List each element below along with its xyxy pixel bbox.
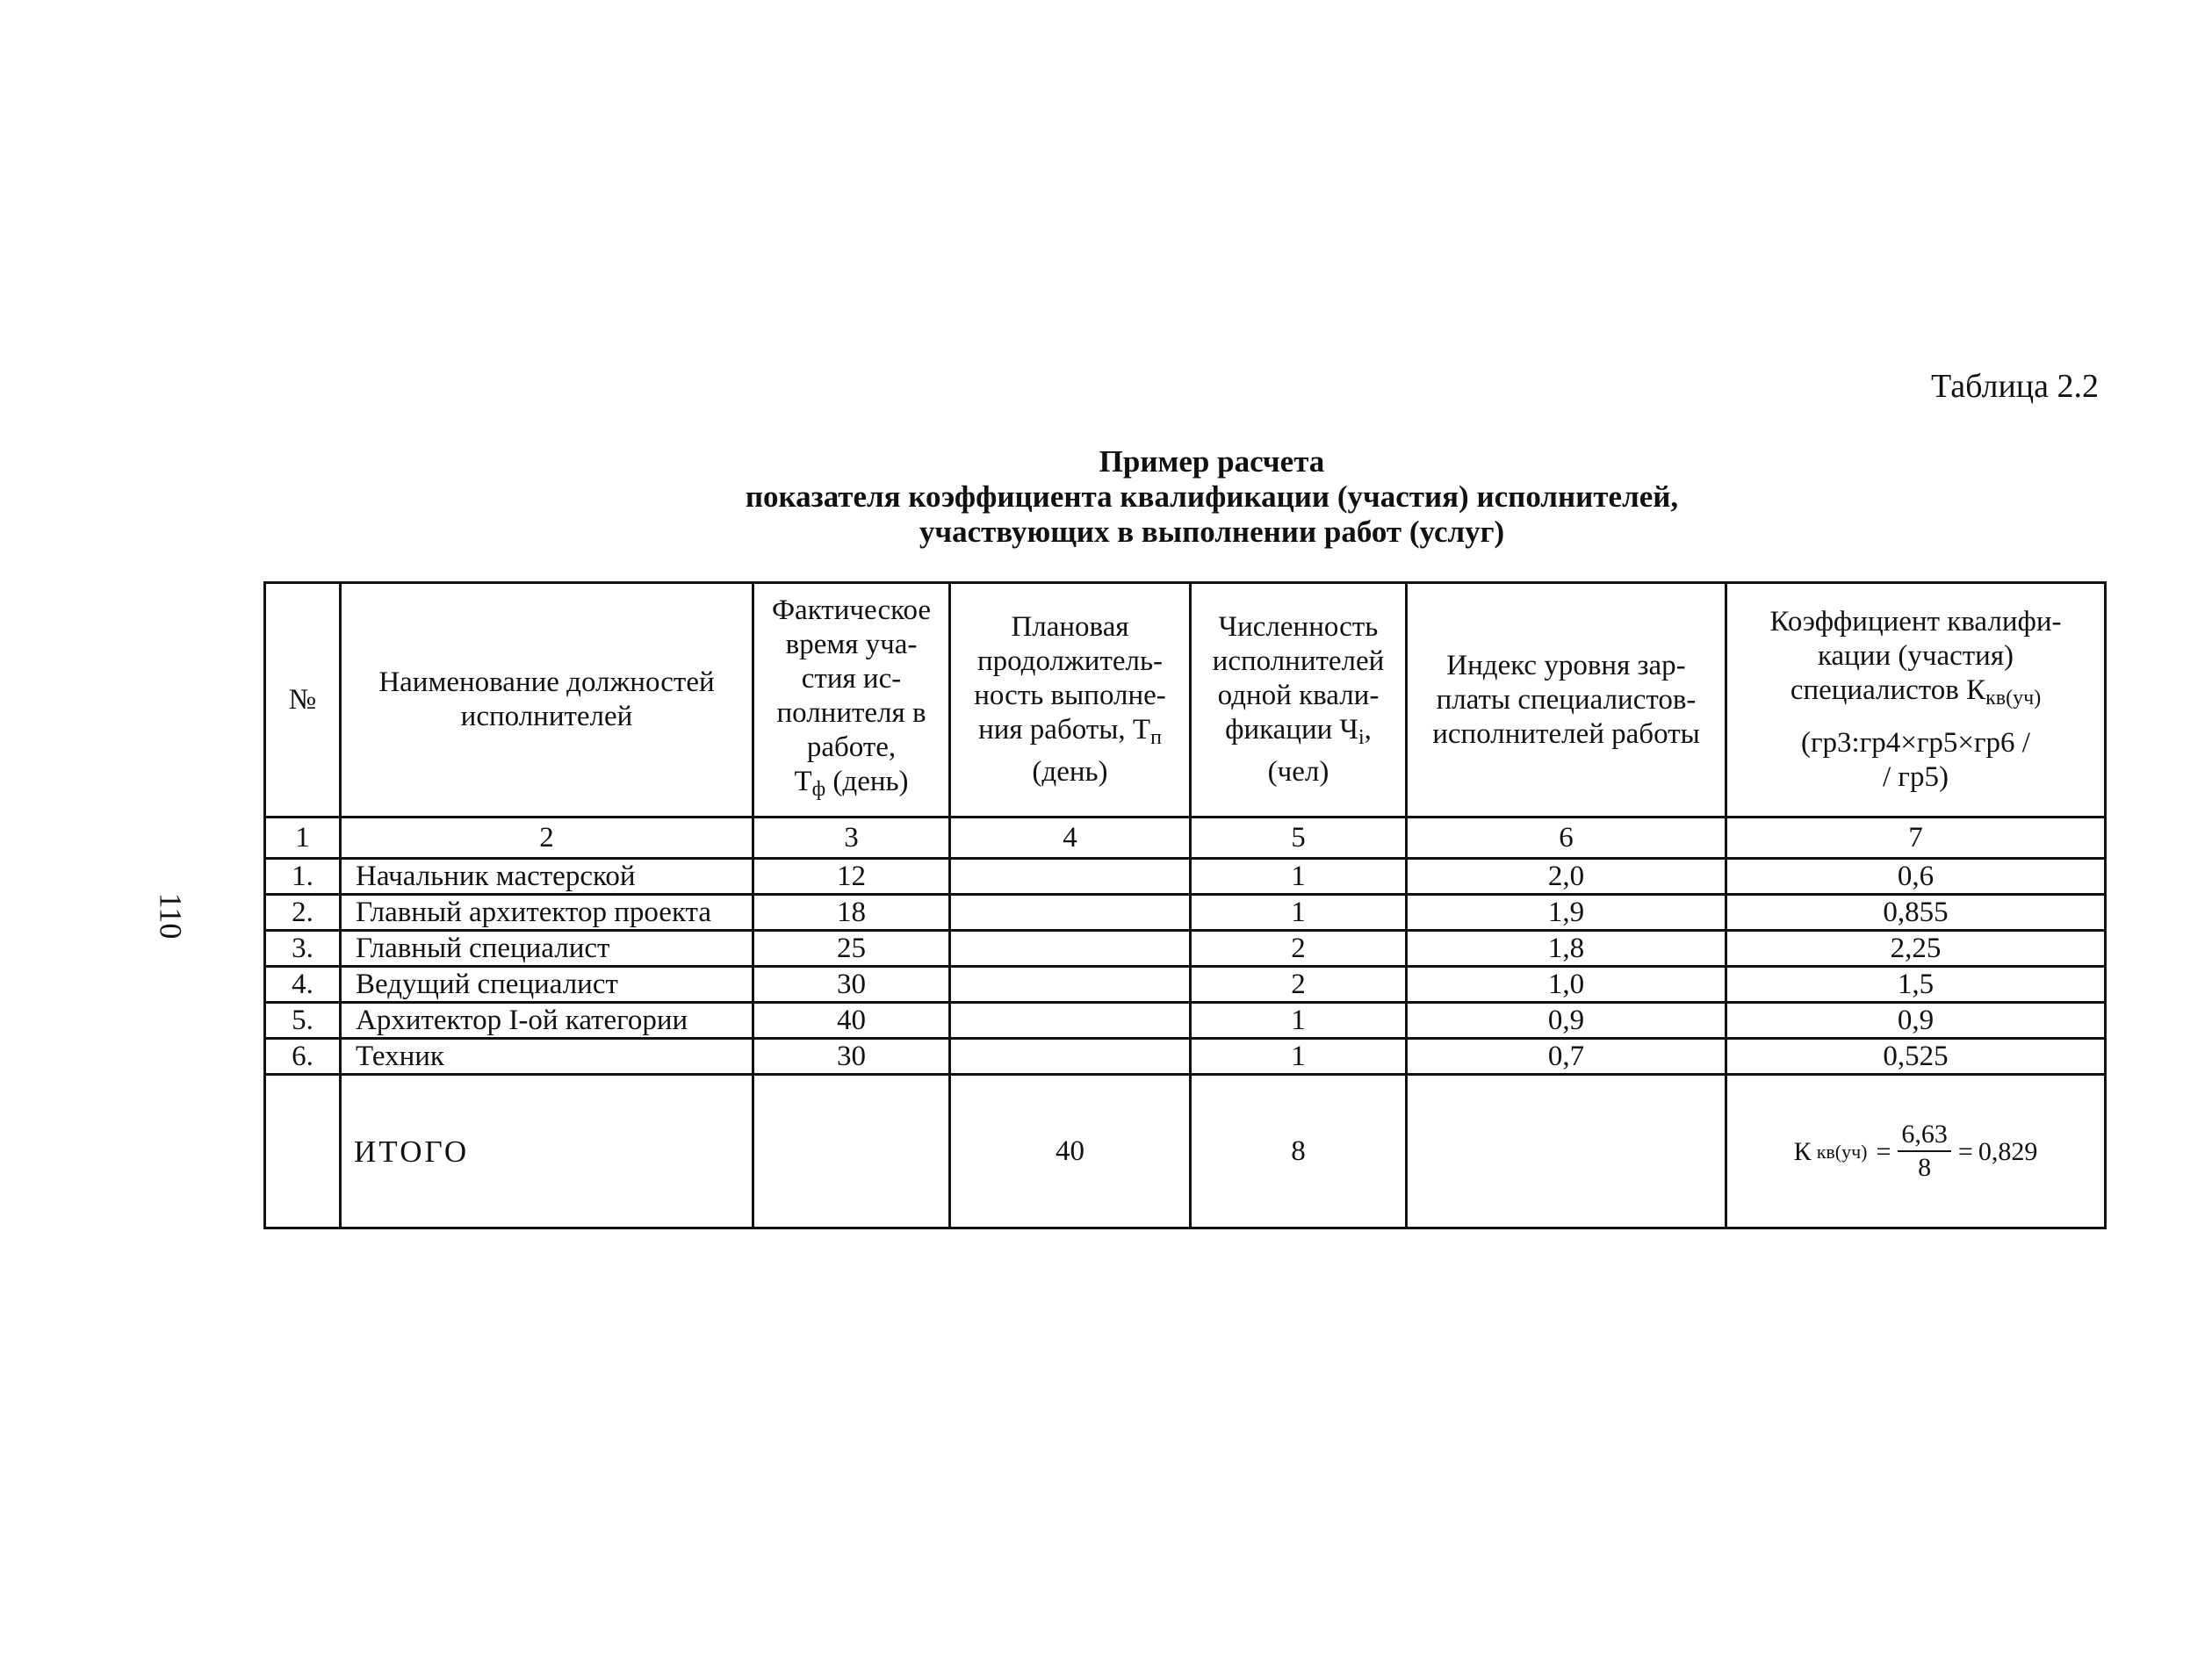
header-actual-time-line: полнителя в bbox=[776, 696, 926, 729]
actual-time: 30 bbox=[753, 1039, 950, 1075]
header-salary-index-line: платы специалистов- bbox=[1436, 683, 1697, 716]
row-number: 1. bbox=[265, 859, 341, 895]
table-row bbox=[265, 1039, 2106, 1075]
salary-index: 0,9 bbox=[1407, 1003, 1726, 1039]
table-row bbox=[265, 895, 2106, 931]
header-number: № bbox=[265, 583, 341, 818]
salary-index: 1,9 bbox=[1407, 895, 1726, 931]
header-actual-time-line: Фактическое bbox=[771, 594, 932, 626]
salary-index: 0,7 bbox=[1407, 1039, 1726, 1075]
headcount: 2 bbox=[1191, 931, 1407, 967]
coefficient: 0,9 bbox=[1726, 1003, 2106, 1039]
header-coefficient-line: кации (участия) bbox=[1817, 640, 2014, 672]
row-number: 6. bbox=[265, 1039, 341, 1075]
column-number: 7 bbox=[1726, 818, 2106, 859]
coefficient: 0,6 bbox=[1726, 859, 2106, 895]
table-title bbox=[527, 444, 1897, 550]
symbol-subscript: кв(уч) bbox=[1985, 687, 2042, 710]
salary-index: 2,0 bbox=[1407, 859, 1726, 895]
table-row bbox=[265, 967, 2106, 1003]
column-number: 2 bbox=[341, 818, 753, 859]
header-salary-index bbox=[1407, 583, 1726, 818]
unit: (день) bbox=[832, 765, 909, 797]
formula-fraction bbox=[1898, 1119, 1951, 1184]
title-line-3: участвующих в выполнении работ (услуг) bbox=[919, 515, 1505, 549]
table-row bbox=[265, 931, 2106, 967]
actual-time: 25 bbox=[753, 931, 950, 967]
row-number: 4. bbox=[265, 967, 341, 1003]
formula-numerator: 6,63 bbox=[1898, 1119, 1951, 1152]
header-headcount-line: одной квали- bbox=[1217, 680, 1380, 711]
title-line-1: Пример расчета bbox=[1099, 444, 1325, 479]
position-name: Главный архитектор проекта bbox=[341, 895, 753, 931]
actual-time: 18 bbox=[753, 895, 950, 931]
column-number: 6 bbox=[1407, 818, 1726, 859]
calculation-table bbox=[263, 581, 2107, 1229]
column-number: 1 bbox=[265, 818, 341, 859]
row-number: 5. bbox=[265, 1003, 341, 1039]
actual-time: 12 bbox=[753, 859, 950, 895]
salary-index: 1,0 bbox=[1407, 967, 1726, 1003]
column-number: 4 bbox=[950, 818, 1191, 859]
table-label: Таблица 2.2 bbox=[1930, 368, 2099, 405]
formula-symbol: К bbox=[1793, 1136, 1812, 1166]
header-planned-duration-line: ность выполне- bbox=[974, 680, 1166, 711]
planned-duration bbox=[950, 895, 1191, 931]
header-actual-time-line: работе, bbox=[806, 731, 897, 763]
header-headcount-line: исполнителей bbox=[1212, 645, 1385, 677]
headcount: 1 bbox=[1191, 1003, 1407, 1039]
position-name: Техник bbox=[341, 1039, 753, 1075]
text: ния работы, Т bbox=[978, 714, 1151, 746]
column-number: 5 bbox=[1191, 818, 1407, 859]
header-headcount-line: Численность bbox=[1218, 611, 1379, 643]
unit: (чел) bbox=[1267, 756, 1329, 788]
formula-equals: = bbox=[1957, 1136, 1973, 1166]
table-row bbox=[265, 859, 2106, 895]
total-label: ИТОГО bbox=[341, 1075, 753, 1228]
coefficient: 0,525 bbox=[1726, 1039, 2106, 1075]
coefficient: 2,25 bbox=[1726, 931, 2106, 967]
headcount: 1 bbox=[1191, 859, 1407, 895]
planned-duration bbox=[950, 931, 1191, 967]
header-salary-index-line: исполнителей работы bbox=[1432, 717, 1700, 750]
table-row bbox=[265, 1003, 2106, 1039]
coefficient-formula bbox=[1794, 1119, 2038, 1184]
total-row bbox=[265, 1075, 2106, 1228]
header-coefficient-symbol-line bbox=[1733, 674, 2099, 716]
header-planned-duration-line: Плановая bbox=[1011, 611, 1129, 643]
headcount: 2 bbox=[1191, 967, 1407, 1003]
total-planned-duration: 40 bbox=[950, 1075, 1191, 1228]
header-coefficient-formula-line: (гр3:гр4×гр5×гр6 / bbox=[1801, 727, 2030, 759]
formula-result: 0,829 bbox=[1978, 1136, 2038, 1166]
symbol: Т bbox=[794, 765, 812, 797]
total-number-cell bbox=[265, 1075, 341, 1228]
actual-time: 40 bbox=[753, 1003, 950, 1039]
total-salary-index bbox=[1407, 1075, 1726, 1228]
header-position-name: Наименование должностей исполнителей bbox=[341, 583, 753, 818]
position-name: Ведущий специалист bbox=[341, 967, 753, 1003]
header-planned-duration bbox=[950, 583, 1191, 818]
column-number-row bbox=[265, 818, 2106, 859]
actual-time: 30 bbox=[753, 967, 950, 1003]
text: фикации Ч bbox=[1225, 714, 1358, 746]
position-name: Начальник мастерской bbox=[341, 859, 753, 895]
planned-duration bbox=[950, 1039, 1191, 1075]
row-number: 3. bbox=[265, 931, 341, 967]
total-headcount: 8 bbox=[1191, 1075, 1407, 1228]
header-actual-time-line: стия ис- bbox=[801, 662, 902, 695]
coefficient: 1,5 bbox=[1726, 967, 2106, 1003]
planned-duration bbox=[950, 1003, 1191, 1039]
header-coefficient-formula-line: / гр5) bbox=[1883, 761, 1949, 793]
row-number: 2. bbox=[265, 895, 341, 931]
coefficient: 0,855 bbox=[1726, 895, 2106, 931]
salary-index: 1,8 bbox=[1407, 931, 1726, 967]
symbol-subscript: i bbox=[1358, 726, 1365, 749]
planned-duration bbox=[950, 967, 1191, 1003]
header-salary-index-line: Индекс уровня зар- bbox=[1446, 649, 1686, 681]
title-line-2: показателя коэффициента квалификации (участия) исполнителей, bbox=[745, 479, 1679, 514]
header-headcount-symbol-line: фикации Чi, bbox=[1225, 714, 1372, 749]
header-headcount bbox=[1191, 583, 1407, 818]
position-name: Архитектор I-ой категории bbox=[341, 1003, 753, 1039]
header-actual-time-symbol-line bbox=[760, 765, 943, 807]
unit: (день) bbox=[1032, 756, 1108, 788]
header-actual-time bbox=[753, 583, 950, 818]
formula-subscript: кв(уч) bbox=[1816, 1140, 1868, 1163]
planned-duration bbox=[950, 859, 1191, 895]
headcount: 1 bbox=[1191, 895, 1407, 931]
symbol-subscript: ф bbox=[811, 777, 826, 801]
header-planned-duration-line: продолжитель- bbox=[976, 645, 1164, 677]
header-planned-duration-symbol-line bbox=[956, 713, 1184, 755]
symbol-subscript: п bbox=[1150, 726, 1162, 749]
formula-denominator: 8 bbox=[1918, 1153, 1932, 1182]
page-number: 110 bbox=[153, 892, 189, 940]
header-qualification-coefficient bbox=[1726, 583, 2106, 818]
header-row bbox=[265, 583, 2106, 818]
headcount: 1 bbox=[1191, 1039, 1407, 1075]
header-coefficient-line: Коэффициент квалифи- bbox=[1769, 606, 2062, 638]
formula-equals: = bbox=[1876, 1136, 1891, 1166]
total-coefficient bbox=[1726, 1075, 2106, 1228]
header-actual-time-line: время уча- bbox=[785, 628, 918, 660]
text: специалистов К bbox=[1790, 674, 1986, 706]
column-number: 3 bbox=[753, 818, 950, 859]
position-name: Главный специалист bbox=[341, 931, 753, 967]
total-actual-time bbox=[753, 1075, 950, 1228]
